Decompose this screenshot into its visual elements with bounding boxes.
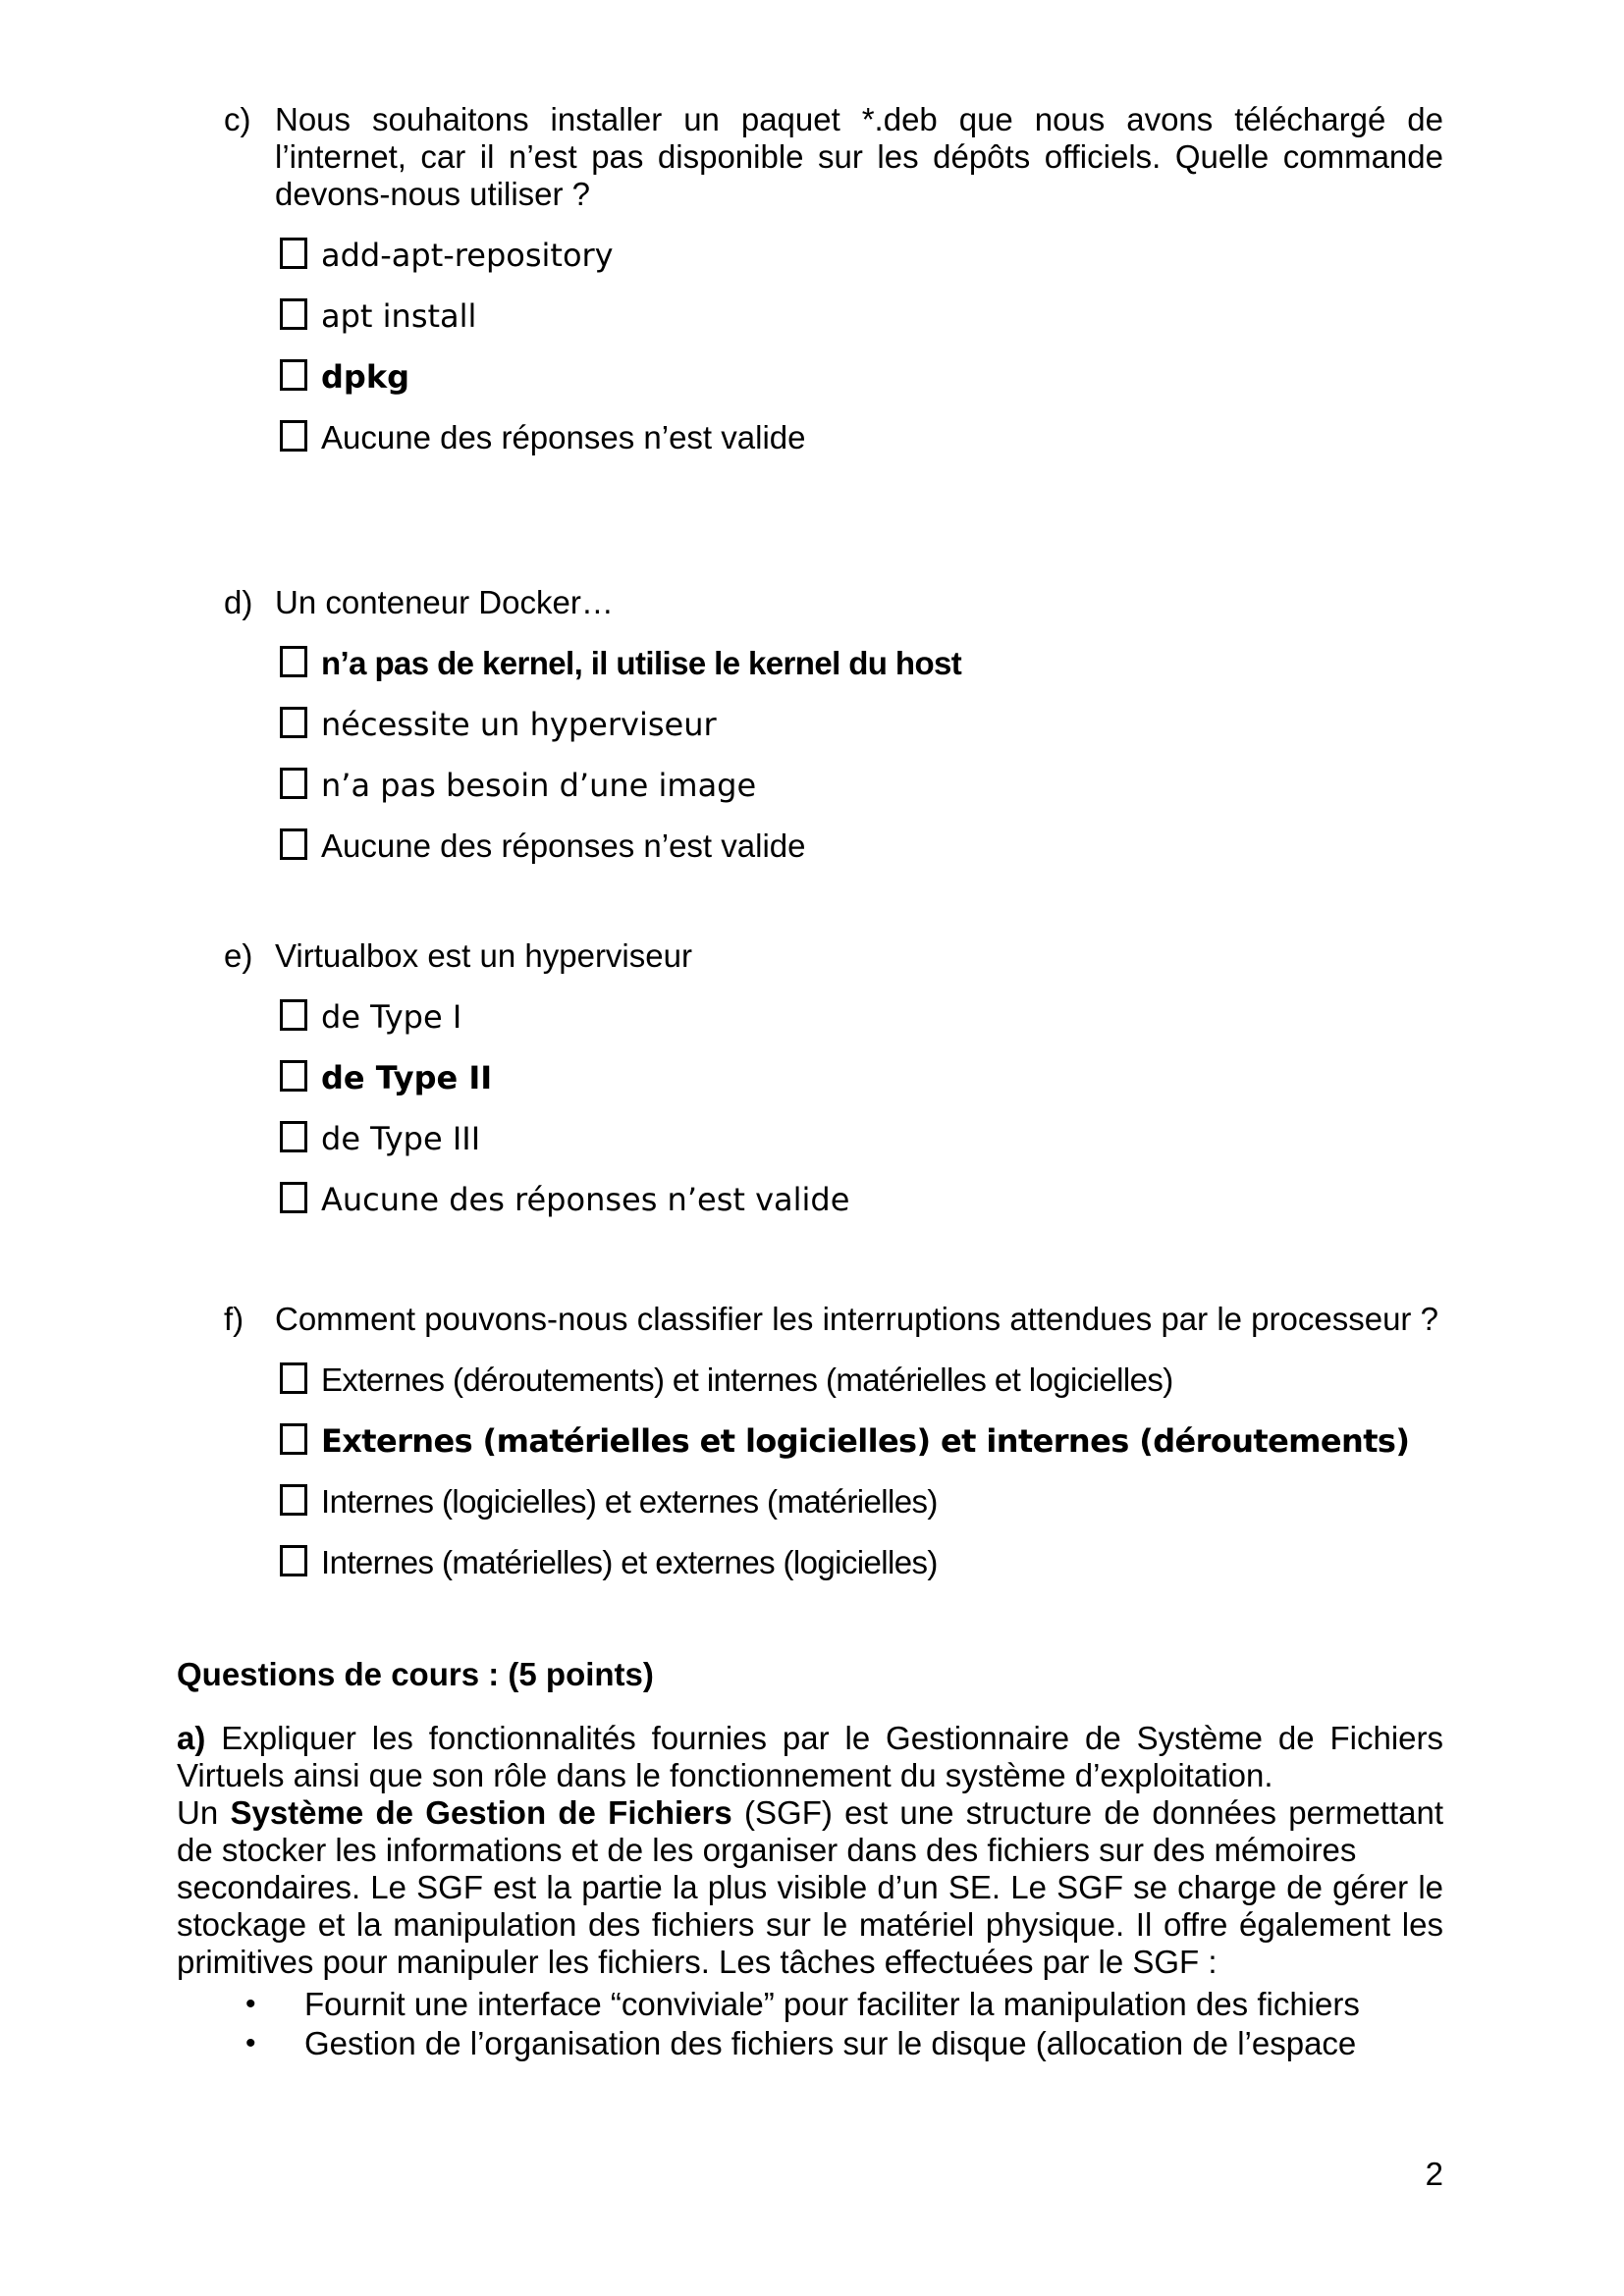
option-row xyxy=(280,419,1443,456)
checkbox-icon[interactable] xyxy=(280,359,307,391)
option-label: n’a pas de kernel, il utilise le kernel du host xyxy=(321,645,962,681)
option-label: apt install xyxy=(321,297,477,335)
option-row xyxy=(280,998,1443,1036)
checkbox-icon[interactable] xyxy=(280,238,307,269)
question-block-e xyxy=(177,937,1443,975)
checkbox-icon[interactable] xyxy=(280,646,307,677)
sgf-text-bold: Système de Gestion de Fichiers xyxy=(230,1794,732,1831)
paragraph-answer-a xyxy=(177,1720,1443,1794)
checkbox-icon[interactable] xyxy=(280,1121,307,1152)
bullet-item xyxy=(177,2024,1443,2063)
page-number: 2 xyxy=(1425,2156,1443,2192)
option-row xyxy=(280,1120,1443,1157)
answer-a-text: Expliquer les fonctionnalités fournies par le Gestionnaire de Système de Fichiers Virtuels ainsi que son rôle dans le fonctionnement du système d’exploitation. xyxy=(177,1720,1444,1793)
option-row xyxy=(280,828,1443,865)
option-row xyxy=(280,645,1443,682)
paragraph-sgf xyxy=(177,1794,1443,1981)
question-text-f: Comment pouvons-nous classifier les interruptions attendues par le processeur ? xyxy=(275,1301,1438,1337)
option-row xyxy=(280,706,1443,743)
checkbox-icon[interactable] xyxy=(280,1423,307,1455)
question-label-f: f) xyxy=(224,1301,244,1337)
question-block-d xyxy=(177,584,1443,621)
question-block-c xyxy=(177,101,1443,213)
option-label: add-apt-repository xyxy=(321,237,614,274)
checkbox-icon[interactable] xyxy=(280,420,307,452)
question-block-f xyxy=(177,1301,1443,1338)
bullet-text: Gestion de l’organisation des fichiers sur le disque (allocation de l’espace xyxy=(304,2025,1357,2061)
checkbox-icon[interactable] xyxy=(280,1362,307,1394)
checkbox-icon[interactable] xyxy=(280,1484,307,1516)
checkbox-icon[interactable] xyxy=(280,768,307,799)
checkbox-icon[interactable] xyxy=(280,1182,307,1213)
checkbox-icon[interactable] xyxy=(280,707,307,738)
option-label: Aucune des réponses n’est valide xyxy=(321,1181,850,1218)
option-label: Internes (matérielles) et externes (logicielles) xyxy=(321,1544,938,1580)
section-heading: Questions de cours : (5 points) xyxy=(177,1656,654,1692)
options-d xyxy=(177,645,1443,865)
options-f xyxy=(177,1362,1443,1581)
checkbox-icon[interactable] xyxy=(280,1545,307,1576)
option-label: dpkg xyxy=(321,358,409,396)
options-c xyxy=(177,237,1443,456)
sgf-text-end: secondaires. Le SGF est la partie la plus visible d’un SE. Le SGF se charge de gérer le stockage et la manipulation des fichiers sur le matériel physique. Il offre également les primitives pour manipuler les fichiers. Les tâches effectuées par le SGF : xyxy=(177,1869,1443,1980)
question-text-d: Un conteneur Docker… xyxy=(275,584,614,620)
option-label: n’a pas besoin d’une image xyxy=(321,767,757,804)
question-text-c: Nous souhaitons installer un paquet *.deb que nous avons téléchargé de l’internet, car il n’est pas disponible sur les dépôts officiels. Quelle commande devons-nous utiliser ? xyxy=(275,101,1443,212)
option-label: Externes (déroutements) et internes (matérielles et logicielles) xyxy=(321,1362,1173,1398)
bullet-list xyxy=(177,1985,1443,2063)
option-row xyxy=(280,297,1443,335)
option-label: Internes (logicielles) et externes (matérielles) xyxy=(321,1483,938,1520)
answer-a-label: a) xyxy=(177,1720,206,1756)
option-label: de Type III xyxy=(321,1120,481,1157)
options-e xyxy=(177,998,1443,1218)
bullet-item xyxy=(177,1985,1443,2024)
option-row xyxy=(280,1059,1443,1096)
option-row xyxy=(280,358,1443,396)
checkbox-icon[interactable] xyxy=(280,298,307,330)
question-label-e: e) xyxy=(224,937,253,974)
option-label: de Type I xyxy=(321,998,462,1036)
option-label: de Type II xyxy=(321,1059,493,1096)
checkbox-icon[interactable] xyxy=(280,999,307,1031)
bullet-icon: • xyxy=(245,2027,256,2059)
checkbox-icon[interactable] xyxy=(280,828,307,860)
question-label-d: d) xyxy=(224,584,253,620)
option-row xyxy=(280,1422,1443,1460)
sgf-text-start: Un xyxy=(177,1794,231,1831)
bullet-text: Fournit une interface “conviviale” pour faciliter la manipulation des fichiers xyxy=(304,1986,1360,2022)
option-row xyxy=(280,1181,1443,1218)
option-label: Externes (matérielles et logicielles) et internes (déroutements) xyxy=(321,1422,1410,1460)
option-row xyxy=(280,767,1443,804)
option-row xyxy=(280,1544,1443,1581)
question-text-e: Virtualbox est un hyperviseur xyxy=(275,937,692,974)
option-row xyxy=(280,1483,1443,1521)
sgf-text-mid: (SGF) est une structure de données permettant de stocker les informations et de les organiser dans des fichiers sur des mémoires xyxy=(177,1794,1444,1868)
question-label-c: c) xyxy=(224,101,251,137)
checkbox-icon[interactable] xyxy=(280,1060,307,1092)
bullet-icon: • xyxy=(245,1988,256,2020)
option-row xyxy=(280,1362,1443,1399)
option-row xyxy=(280,237,1443,274)
option-label: Aucune des réponses n’est valide xyxy=(321,828,806,864)
option-label: nécessite un hyperviseur xyxy=(321,706,717,743)
option-label: Aucune des réponses n’est valide xyxy=(321,419,806,455)
